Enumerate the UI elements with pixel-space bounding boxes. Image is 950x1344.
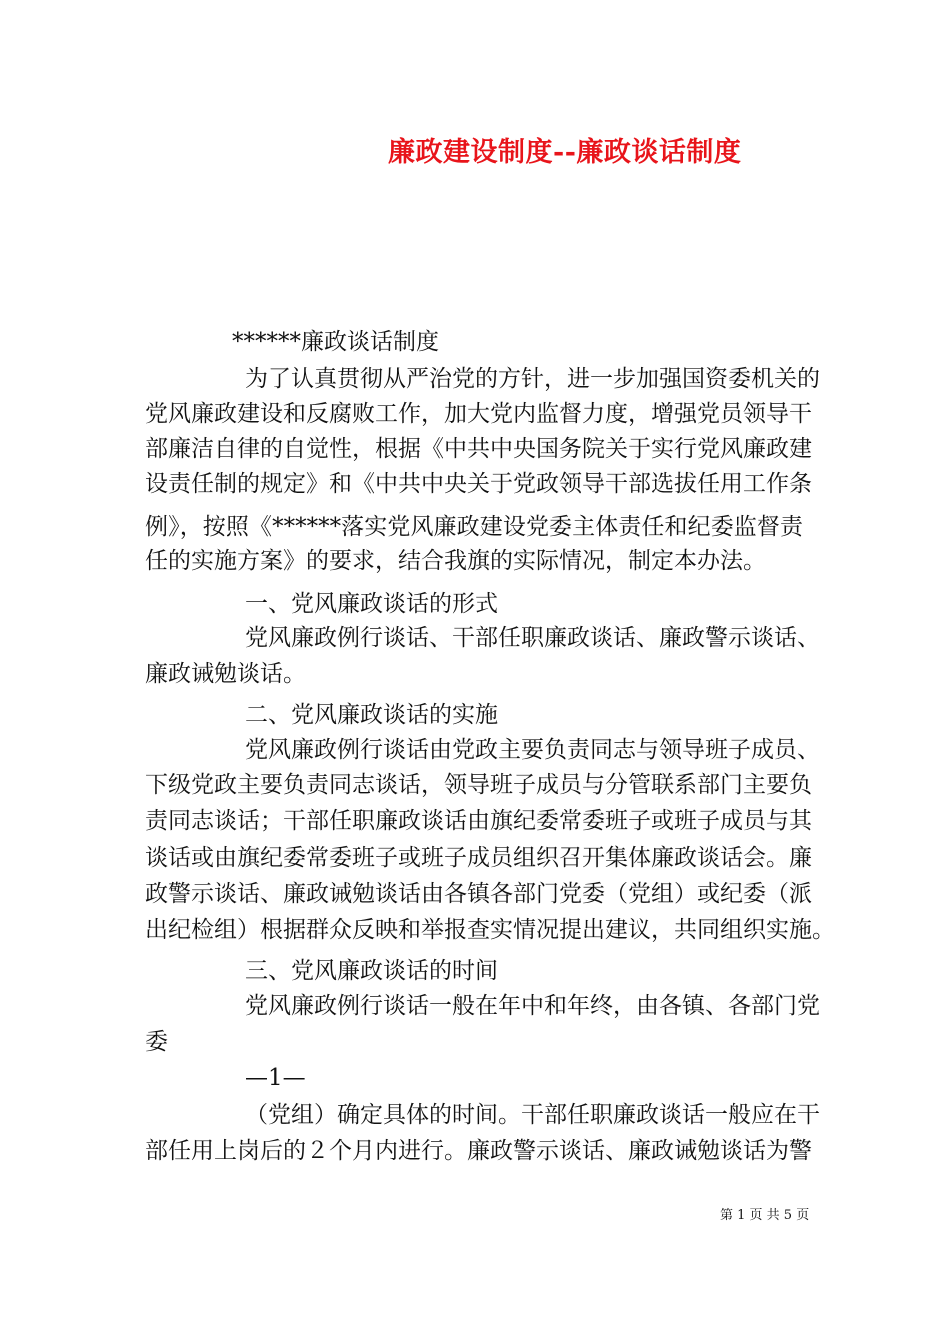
section-heading: 三、党风廉政谈话的时间 <box>245 958 498 984</box>
document-title: 廉政建设制度--廉政谈话制度 <box>388 137 742 168</box>
page-number-marker: —1— <box>245 1065 306 1091</box>
paragraph-line: 谈话或由旗纪委常委班子或班子成员组织召开集体廉政谈话会。廉 <box>145 845 812 871</box>
paragraph-line: 政警示谈话、廉政诫勉谈话由各镇各部门党委（党组）或纪委（派 <box>145 881 812 907</box>
paragraph-line: 部廉洁自律的自觉性，根据《中共中央国务院关于实行党风廉政建 <box>145 436 812 462</box>
page-footer: 第 1 页 共 5 页 <box>720 1208 810 1223</box>
paragraph-line: 出纪检组）根据群众反映和举报查实情况提出建议，共同组织实施。 <box>145 917 835 943</box>
paragraph-line: 党风廉政例行谈话由党政主要负责同志与领导班子成员、 <box>245 737 820 763</box>
paragraph-line: 例》，按照《******落实党风廉政建设党委主体责任和纪委监督责 <box>145 514 803 540</box>
paragraph-line: 党风廉政例行谈话、干部任职廉政谈话、廉政警示谈话、 <box>245 625 820 651</box>
paragraph-line: 党风廉政例行谈话一般在年中和年终，由各镇、各部门党 <box>245 993 820 1019</box>
section-heading: ******廉政谈话制度 <box>232 329 439 355</box>
paragraph-line: 部任用上岗后的２个月内进行。廉政警示谈话、廉政诫勉谈话为警 <box>145 1138 812 1164</box>
paragraph-line: 设责任制的规定》和《中共中央关于党政领导干部选拔任用工作条 <box>145 471 812 497</box>
section-heading: 二、党风廉政谈话的实施 <box>245 702 498 728</box>
paragraph-line: 下级党政主要负责同志谈话，领导班子成员与分管联系部门主要负 <box>145 772 812 798</box>
paragraph-line: 责同志谈话；干部任职廉政谈话由旗纪委常委班子或班子成员与其 <box>145 808 812 834</box>
paragraph-line: 委 <box>145 1029 168 1055</box>
paragraph-line: 党风廉政建设和反腐败工作，加大党内监督力度，增强党员领导干 <box>145 401 812 427</box>
paragraph-line: 为了认真贯彻从严治党的方针，进一步加强国资委机关的 <box>245 366 820 392</box>
paragraph-line: 任的实施方案》的要求，结合我旗的实际情况，制定本办法。 <box>145 548 766 574</box>
paragraph-line: （党组）确定具体的时间。干部任职廉政谈话一般应在干 <box>245 1102 820 1128</box>
paragraph-line: 廉政诫勉谈话。 <box>145 661 306 687</box>
section-heading: 一、党风廉政谈话的形式 <box>245 591 498 617</box>
